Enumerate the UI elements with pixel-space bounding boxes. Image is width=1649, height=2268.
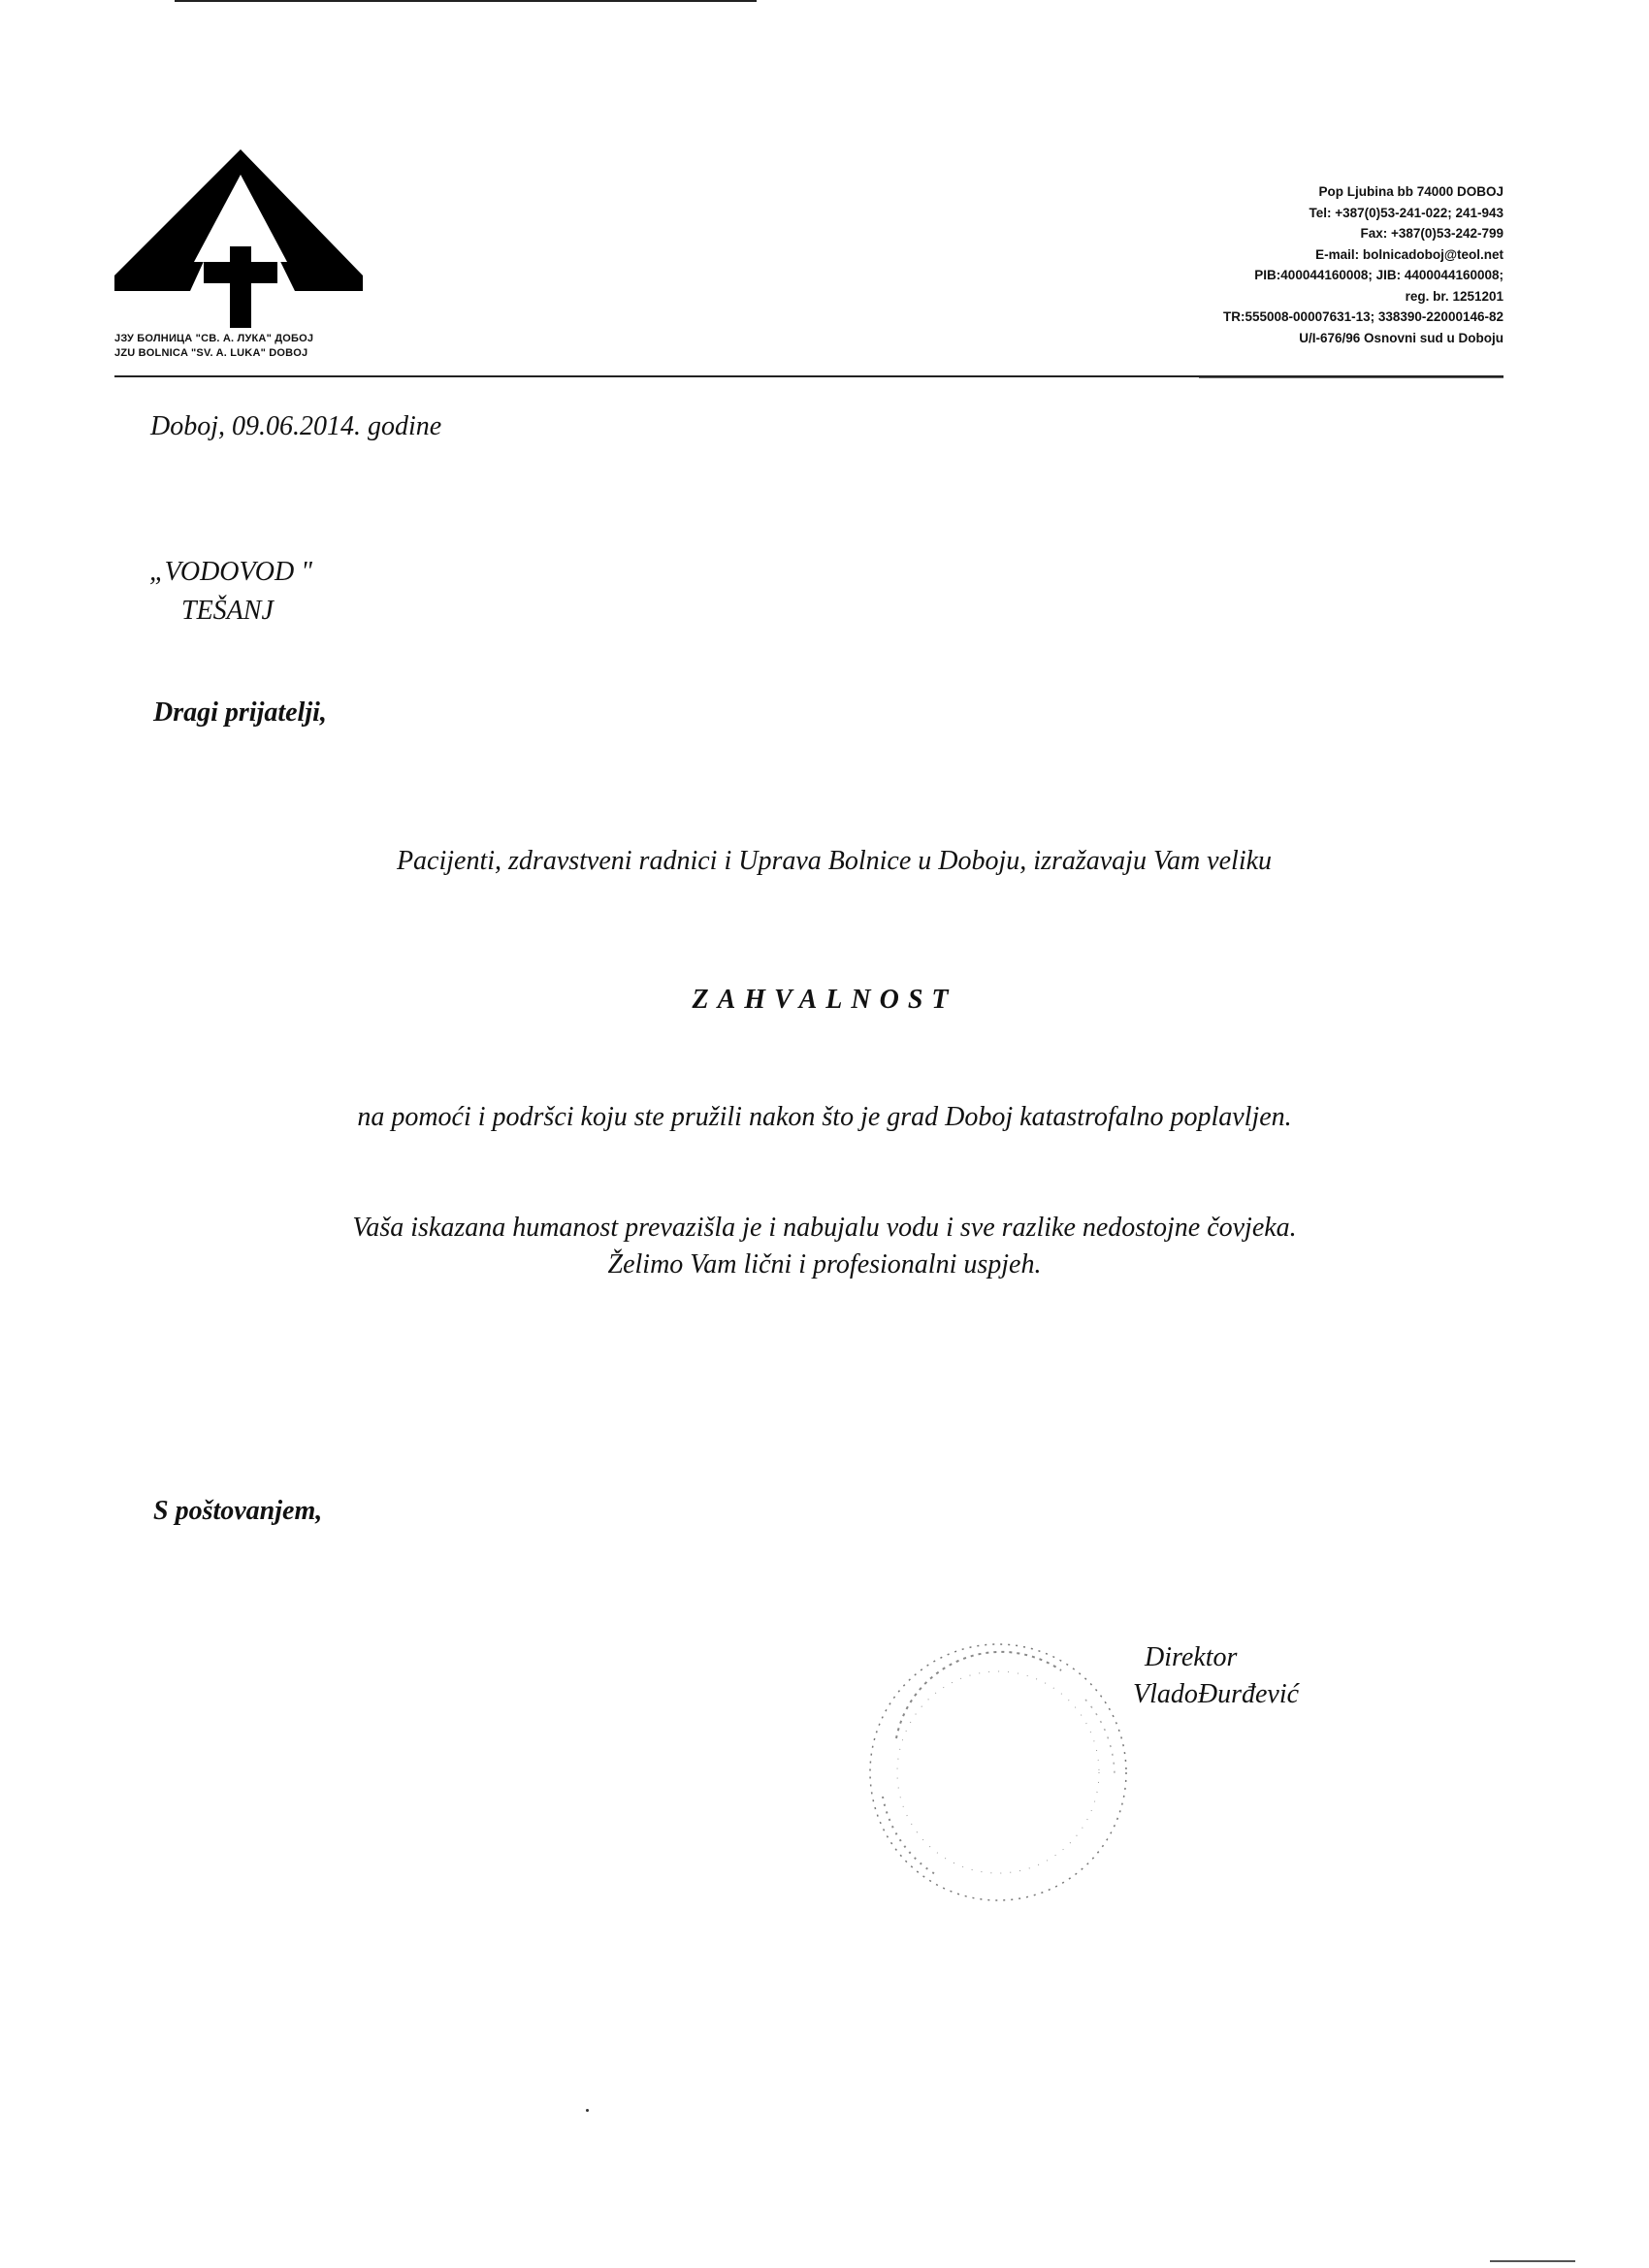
contact-reg-number: reg. br. 1251201 (1405, 288, 1504, 304)
round-stamp-icon (857, 1632, 1139, 1913)
contact-fax: Fax: +387(0)53-242-799 (1360, 226, 1504, 241)
paragraph-help: na pomoći i podršci koju ste pružili nakon što je grad Doboj katastrofalno poplavljen. (357, 1102, 1292, 1132)
signer-title: Direktor (1145, 1642, 1238, 1672)
top-scan-line (175, 0, 757, 2)
contact-bank-accounts: TR:555008-00007631-13; 338390-22000146-82 (1223, 309, 1504, 324)
paragraph-humanity-line1: Vaša iskazana humanost prevazišla je i nabujalu vodu i sve razlike nedostojne čovjeka. (352, 1213, 1297, 1243)
institution-logo (114, 147, 367, 337)
contact-email: E-mail: bolnicadoboj@teol.net (1315, 246, 1504, 262)
thanks-heading: ZAHVALNOST (692, 985, 957, 1015)
contact-tax-ids: PIB:400044160008; JIB: 4400044160008; (1254, 268, 1504, 282)
paragraph-intro: Pacijenti, zdravstveni radnici i Uprava Bolnice u Doboju, izražavaju Vam veliku (396, 846, 1273, 876)
scan-speck (586, 2109, 589, 2112)
recipient (149, 553, 312, 631)
triangle-cross-logo-icon (114, 147, 367, 332)
institution-name (114, 332, 313, 361)
paragraph-humanity (0, 1210, 1649, 1283)
bottom-scan-line (1490, 2260, 1575, 2262)
signer-name: VladoĐurđević (1133, 1679, 1300, 1709)
signature-block (1133, 1639, 1299, 1713)
contact-address: Pop Ljubina bb 74000 DOBOJ (1318, 184, 1504, 199)
closing: S poštovanjem, (153, 1496, 323, 1526)
official-stamp (857, 1632, 1139, 1918)
contact-block (1223, 181, 1504, 348)
institution-name-cyrillic: ЈЗУ БОЛНИЦА "СВ. А. ЛУКА" ДОБОЈ (114, 333, 314, 344)
contact-phone: Tel: +387(0)53-241-022; 241-943 (1309, 205, 1504, 220)
date-line: Doboj, 09.06.2014. godine (150, 411, 442, 441)
institution-name-latin: JZU BOLNICA "SV. A. LUKA" DOBOJ (114, 347, 308, 359)
recipient-company: „VODOVOD " (149, 557, 312, 587)
header-divider-short (1199, 377, 1504, 378)
recipient-city: TEŠANJ (181, 596, 274, 626)
greeting: Dragi prijatelji, (153, 697, 327, 728)
paragraph-humanity-line2: Želimo Vam lični i profesionalni uspjeh. (607, 1249, 1042, 1280)
contact-court-registration: U/I-676/96 Osnovni sud u Doboju (1299, 330, 1504, 345)
